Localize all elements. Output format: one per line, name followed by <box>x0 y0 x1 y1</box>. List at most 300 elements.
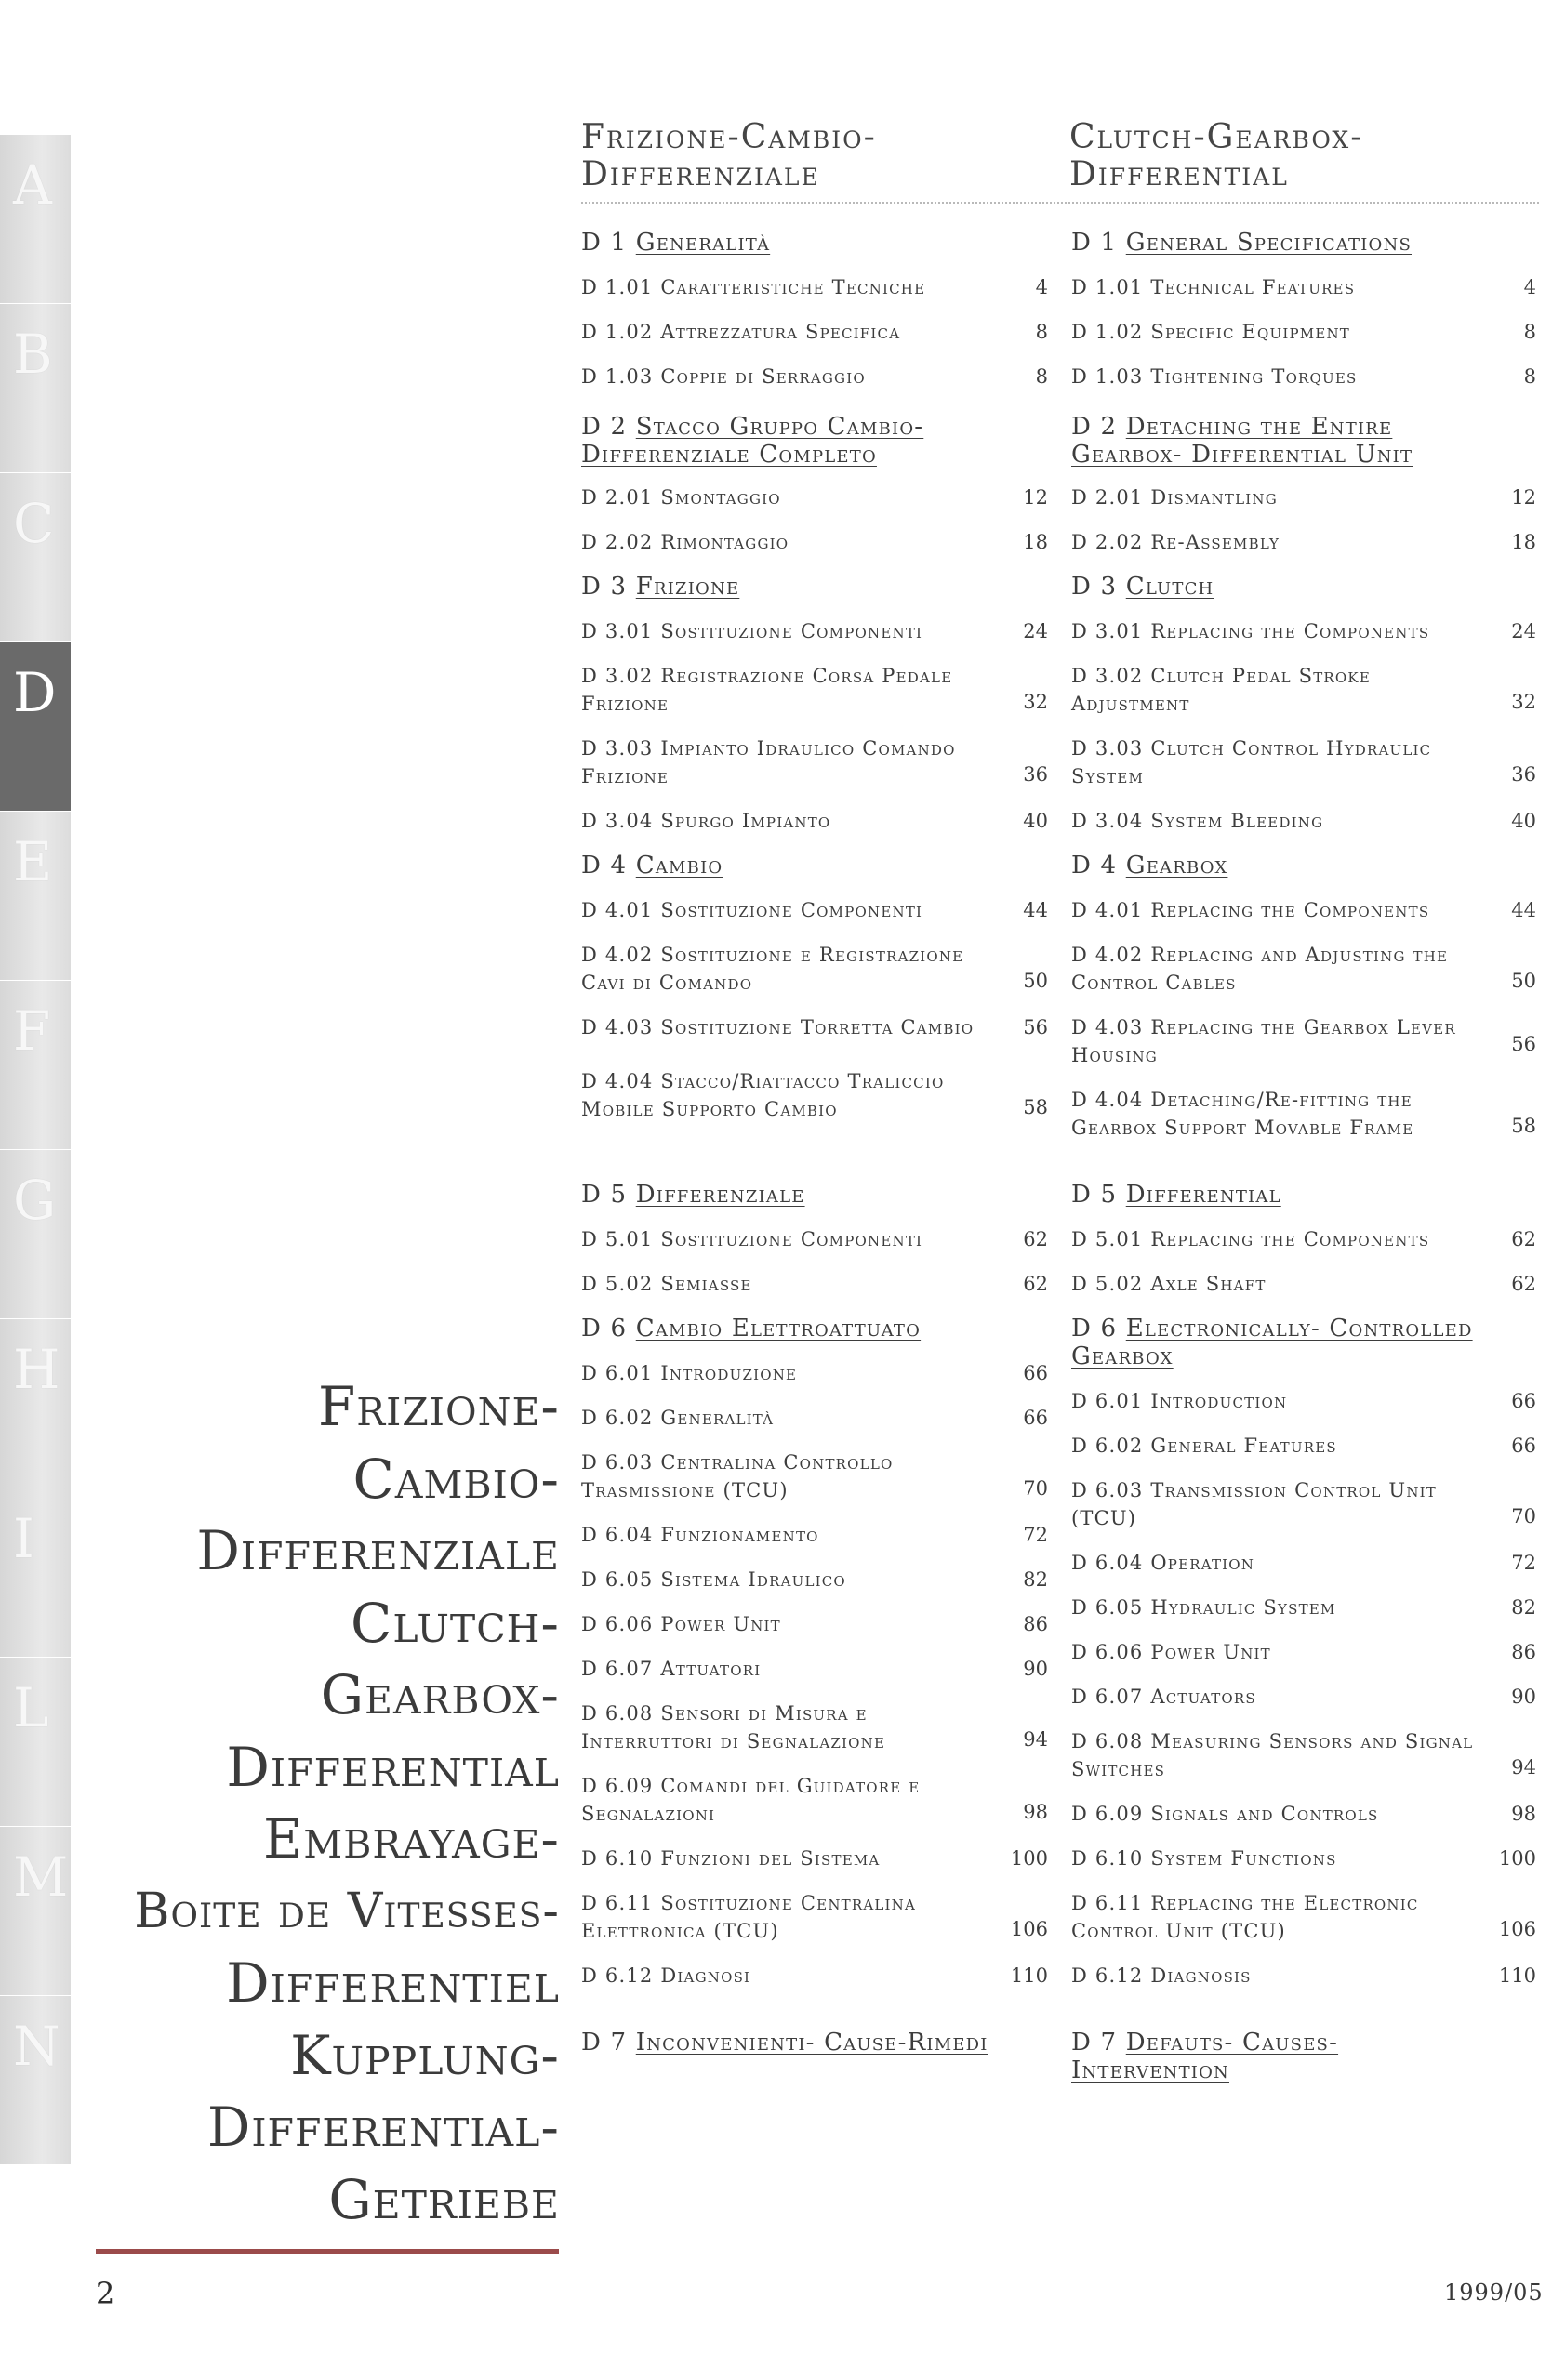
toc-page-number: 40 <box>1511 810 1536 832</box>
toc-page-number: 18 <box>1511 531 1536 553</box>
toc-entry-text <box>581 1889 996 1945</box>
toc-entry-code: D 6.03 <box>1071 1479 1144 1501</box>
toc-entry[interactable] <box>581 1067 1048 1123</box>
toc-entry-title: Replacing the Electronic Control Unit (TCU) <box>1071 1892 1419 1942</box>
toc-entry-code: D 2.02 <box>1071 531 1144 553</box>
section-tab-l[interactable] <box>0 1658 71 1829</box>
toc-page-number: 4 <box>1523 276 1536 298</box>
toc-page-number: 106 <box>1498 1918 1536 1940</box>
toc-entry-title: Cambio <box>635 852 723 879</box>
toc-entry-code: D 4.01 <box>1071 899 1144 921</box>
toc-entry-title: Differenziale <box>635 1181 805 1209</box>
toc-entry[interactable] <box>1071 1844 1536 1872</box>
toc-section-heading[interactable] <box>1071 852 1536 879</box>
toc-page-number: 58 <box>1511 1115 1536 1137</box>
toc-entry-text <box>581 1844 996 1872</box>
toc-entry[interactable] <box>581 1359 1048 1387</box>
toc-entry-title: Introduction <box>1150 1390 1288 1412</box>
toc-entry[interactable] <box>581 1610 1048 1638</box>
toc-entry[interactable] <box>1071 734 1536 790</box>
toc-page-number: 8 <box>1035 365 1048 388</box>
toc-entry-text <box>1071 1315 1484 1370</box>
toc-entry-title: Actuators <box>1150 1686 1256 1708</box>
toc-entry[interactable] <box>581 1521 1048 1549</box>
toc-section-heading[interactable] <box>581 573 1048 601</box>
section-tab-letter: A <box>13 153 52 217</box>
toc-section-heading[interactable] <box>1071 229 1536 257</box>
toc-entry-text <box>581 1359 996 1387</box>
toc-entry-text <box>1071 1432 1484 1460</box>
toc-entry-title: Axle Shaft <box>1150 1273 1267 1295</box>
toc-entry-title: Sostituzione e Registrazione Cavi di Comando <box>581 944 964 994</box>
toc-entry-title: Funzionamento <box>660 1524 819 1546</box>
section-tab-b[interactable] <box>0 304 71 475</box>
toc-page-number: 82 <box>1023 1568 1048 1591</box>
toc-entry-text <box>581 483 996 511</box>
toc-page-number: 56 <box>1023 1016 1048 1038</box>
toc-entry[interactable] <box>1071 1593 1536 1621</box>
toc-entry-code: D 1 <box>1071 229 1118 257</box>
toc-entry-code: D 2.02 <box>581 531 654 553</box>
toc-entry[interactable] <box>581 1844 1048 1872</box>
toc-page-number: 94 <box>1511 1756 1536 1778</box>
toc-entry[interactable] <box>1071 1086 1536 1142</box>
toc-entry-title: Smontaggio <box>660 486 781 509</box>
toc-entry-text <box>1071 941 1484 997</box>
toc-entry-title: Frizione <box>635 573 740 601</box>
toc-entry-text <box>1071 1844 1484 1872</box>
toc-entry-title: Specific Equipment <box>1150 321 1351 343</box>
toc-entry[interactable] <box>581 1225 1048 1253</box>
toc-page-number: 82 <box>1511 1596 1536 1619</box>
toc-entry-code: D 6.08 <box>581 1702 654 1725</box>
toc-entry[interactable] <box>1071 1432 1536 1460</box>
toc-entry-text <box>581 1962 996 1990</box>
toc-page-number: 58 <box>1023 1096 1048 1118</box>
toc-entry-text <box>1071 1387 1484 1415</box>
chapter-title-line: Boite de Vitesses- <box>134 1883 560 1939</box>
toc-entry-code: D 6.05 <box>1071 1596 1144 1619</box>
toc-entry[interactable] <box>1071 483 1536 511</box>
toc-page-number: 44 <box>1023 899 1048 921</box>
toc-entry[interactable] <box>1071 662 1536 718</box>
toc-entry-text <box>581 1610 996 1638</box>
toc-entry-title: Replacing the Components <box>1150 620 1430 642</box>
toc-entry-text <box>1071 896 1484 924</box>
toc-entry-code: D 6.08 <box>1071 1730 1144 1752</box>
toc-entry-text <box>581 2029 996 2056</box>
toc-entry-code: D 2 <box>581 413 628 441</box>
toc-entry-code: D 5.02 <box>1071 1273 1144 1295</box>
chapter-title-line: Frizione- <box>317 1375 560 1438</box>
toc-entry-text <box>1071 1962 1484 1990</box>
toc-entry[interactable] <box>581 1655 1048 1683</box>
toc-entry-text <box>581 617 996 645</box>
toc-entry-text <box>1071 2029 1484 2084</box>
toc-entry-code: D 3.04 <box>581 810 654 832</box>
chapter-title-line: Getriebe <box>328 2167 560 2231</box>
toc-entry-title: Clutch Pedal Stroke Adjustment <box>1071 665 1371 715</box>
toc-entry-title: Dismantling <box>1150 486 1278 509</box>
toc-page-number: 70 <box>1023 1477 1048 1500</box>
toc-page-number: 50 <box>1511 970 1536 992</box>
toc-page-number: 62 <box>1511 1273 1536 1295</box>
toc-page-number: 4 <box>1035 276 1048 298</box>
toc-page-number: 36 <box>1511 763 1536 786</box>
toc-entry-text <box>1071 528 1484 556</box>
toc-entry[interactable] <box>1071 1225 1536 1253</box>
toc-entry[interactable] <box>1071 1638 1536 1666</box>
toc-entry-text <box>581 1655 996 1683</box>
toc-entry-text <box>581 229 996 257</box>
toc-entry-title: Hydraulic System <box>1150 1596 1336 1619</box>
section-tab-letter: L <box>13 1676 49 1739</box>
toc-entry[interactable] <box>581 734 1048 790</box>
toc-entry-title: Diagnosi <box>660 1964 751 1987</box>
toc-entry-text <box>581 1521 996 1549</box>
toc-entry-title: System Bleeding <box>1150 810 1324 832</box>
toc-entry-code: D 3.04 <box>1071 810 1144 832</box>
toc-entry-title: Clutch <box>1125 573 1214 601</box>
toc-entry-title: Impianto Idraulico Comando Frizione <box>581 737 956 787</box>
toc-entry-title: Caratteristiche Tecniche <box>660 276 926 298</box>
section-tab-c[interactable] <box>0 473 71 644</box>
section-tab-letter: I <box>13 1507 34 1570</box>
toc-entry-title: Sostituzione Componenti <box>660 899 923 921</box>
toc-entry-title: Operation <box>1150 1552 1255 1574</box>
toc-section-heading[interactable] <box>581 229 1048 257</box>
toc-entry-text <box>581 734 996 790</box>
toc-entry-code: D 6.02 <box>581 1407 654 1429</box>
section-tabs <box>0 135 73 2254</box>
multilingual-chapter-title <box>74 1371 560 2236</box>
toc-entry[interactable] <box>581 1772 1048 1828</box>
chapter-title-line: Differential <box>226 1735 560 1799</box>
toc-entry[interactable] <box>1071 363 1536 390</box>
toc-entry-title: Replacing the Components <box>1150 1228 1430 1250</box>
toc-entry-code: D 6.06 <box>581 1613 654 1635</box>
toc-entry-text <box>581 852 996 879</box>
toc-page-number: 94 <box>1023 1728 1048 1751</box>
toc-entry-title: Generalità <box>660 1407 775 1429</box>
toc-entry-code: D 6.04 <box>581 1524 654 1546</box>
section-tab-d[interactable] <box>0 642 71 813</box>
toc-entry[interactable] <box>1071 1476 1536 1532</box>
toc-page-number: 66 <box>1511 1435 1536 1457</box>
toc-entry-code: D 6.10 <box>581 1847 654 1870</box>
toc-entry[interactable] <box>581 807 1048 835</box>
toc-entry[interactable] <box>1071 1387 1536 1415</box>
toc-entry-text <box>1071 1638 1484 1666</box>
toc-page-number: 32 <box>1511 691 1536 713</box>
toc-entry-code: D 6.03 <box>581 1451 654 1474</box>
section-tab-letter: C <box>13 492 55 555</box>
italian-title-line: Frizione-Cambio- <box>581 118 877 156</box>
toc-entry-code: D 4.03 <box>1071 1016 1144 1038</box>
toc-entry[interactable] <box>581 662 1048 718</box>
section-tab-letter: H <box>13 1338 60 1401</box>
toc-entry[interactable] <box>1071 1800 1536 1828</box>
toc-page-number: 106 <box>1010 1918 1048 1940</box>
toc-entry-text <box>581 896 996 924</box>
toc-entry-code: D 1.01 <box>581 276 654 298</box>
section-tab-f[interactable] <box>0 981 71 1152</box>
toc-entry-code: D 3 <box>581 573 628 601</box>
toc-entry[interactable] <box>581 1404 1048 1432</box>
toc-entry[interactable] <box>581 617 1048 645</box>
toc-entry[interactable] <box>1071 1549 1536 1577</box>
toc-page-number: 50 <box>1023 970 1048 992</box>
toc-entry[interactable] <box>1071 896 1536 924</box>
toc-entry-code: D 5.01 <box>1071 1228 1144 1250</box>
toc-section-heading[interactable] <box>1071 2029 1536 2084</box>
toc-entry-text <box>581 1404 996 1432</box>
toc-entry-title: General Specifications <box>1125 229 1412 257</box>
toc-entry-title: Transmission Control Unit (TCU) <box>1071 1479 1437 1529</box>
toc-entry-code: D 1 <box>581 229 628 257</box>
toc-entry-code: D 6.07 <box>581 1658 654 1680</box>
toc-entry-title: Defauts- Causes-Intervention <box>1071 2029 1339 2084</box>
toc-entry-title: General Features <box>1150 1435 1337 1457</box>
toc-entry[interactable] <box>1071 1962 1536 1990</box>
english-title-line: Differential <box>1069 155 1289 193</box>
toc-entry[interactable] <box>581 528 1048 556</box>
chapter-title-line: Clutch- <box>351 1591 560 1655</box>
toc-entry[interactable] <box>1071 528 1536 556</box>
toc-entry-title: Detaching/Re-fitting the Gearbox Support Movable Frame <box>1071 1089 1414 1139</box>
toc-entry[interactable] <box>581 1889 1048 1945</box>
section-tab-g[interactable] <box>0 1150 71 1321</box>
toc-section-heading[interactable] <box>581 2029 1048 2056</box>
section-tab-n[interactable] <box>0 1996 71 2167</box>
toc-entry-title: Funzioni del Sistema <box>660 1847 881 1870</box>
toc-section-heading[interactable] <box>1071 1315 1536 1370</box>
toc-entry[interactable] <box>581 1270 1048 1298</box>
toc-entry-title: Signals and Controls <box>1150 1803 1379 1825</box>
toc-entry-code: D 1.02 <box>1071 321 1144 343</box>
toc-entry-code: D 1.03 <box>581 365 654 388</box>
section-tab-m[interactable] <box>0 1827 71 1998</box>
toc-entry[interactable] <box>581 363 1048 390</box>
toc-entry-text <box>1071 1549 1484 1577</box>
toc-entry-code: D 4.02 <box>581 944 654 966</box>
toc-entry-text <box>581 1566 996 1593</box>
toc-entry[interactable] <box>1071 807 1536 835</box>
toc-page-number: 90 <box>1023 1658 1048 1680</box>
toc-entry-text <box>581 273 996 301</box>
toc-entry[interactable] <box>1071 1727 1536 1783</box>
chapter-title-line: Gearbox- <box>320 1663 560 1726</box>
toc-entry-code: D 1.03 <box>1071 365 1144 388</box>
toc-entry-text <box>1071 807 1484 835</box>
toc-entry-title: Sistema Idraulico <box>660 1568 846 1591</box>
toc-entry-text <box>1071 413 1484 469</box>
toc-section-heading[interactable] <box>1071 413 1536 469</box>
header-divider <box>581 202 1539 204</box>
toc-page-number: 100 <box>1498 1847 1536 1870</box>
toc-entry[interactable] <box>1071 1683 1536 1711</box>
toc-entry[interactable] <box>581 273 1048 301</box>
toc-entry-text <box>1071 617 1484 645</box>
toc-entry-title: Semiasse <box>660 1273 752 1295</box>
toc-entry-code: D 6.10 <box>1071 1847 1144 1870</box>
toc-section-heading[interactable] <box>581 413 1048 469</box>
toc-entry-title: Replacing the Gearbox Lever Housing <box>1071 1016 1456 1066</box>
toc-section-heading[interactable] <box>1071 1181 1536 1209</box>
toc-entry-code: D 4.01 <box>581 899 654 921</box>
toc-entry-text <box>581 573 996 601</box>
toc-entry-code: D 4.02 <box>1071 944 1144 966</box>
toc-entry-title: Attrezzatura Specifica <box>660 321 901 343</box>
edition-date: 1999/05 <box>1444 2280 1544 2306</box>
toc-entry-text <box>1071 363 1484 390</box>
toc-page-number: 72 <box>1511 1552 1536 1574</box>
toc-entry-text <box>1071 1225 1484 1253</box>
toc-section-heading[interactable] <box>581 852 1048 879</box>
toc-page-number: 66 <box>1023 1407 1048 1429</box>
toc-page-number: 62 <box>1023 1228 1048 1250</box>
toc-page-number: 70 <box>1511 1505 1536 1527</box>
toc-entry-title: Diagnosis <box>1150 1964 1252 1987</box>
chapter-title-line: Embrayage- <box>262 1807 560 1871</box>
toc-entry-text <box>581 1270 996 1298</box>
toc-entry-code: D 3.03 <box>1071 737 1144 760</box>
toc-entry[interactable] <box>581 941 1048 997</box>
toc-entry-title: Sensori di Misura e Interruttori di Segnalazione <box>581 1702 886 1752</box>
toc-entry-title: Replacing and Adjusting the Control Cables <box>1071 944 1449 994</box>
toc-page-number: 8 <box>1523 321 1536 343</box>
toc-entry-text <box>1071 1593 1484 1621</box>
section-tab-letter: B <box>13 323 53 386</box>
toc-entry[interactable] <box>1071 617 1536 645</box>
toc-page-number: 24 <box>1023 620 1048 642</box>
toc-page-number: 8 <box>1523 365 1536 388</box>
toc-entry-code: D 7 <box>1071 2029 1118 2056</box>
chapter-title-line: Differenziale <box>196 1519 560 1582</box>
toc-entry-code: D 6.01 <box>581 1362 654 1384</box>
toc-entry[interactable] <box>581 483 1048 511</box>
toc-entry-title: Gearbox <box>1125 852 1228 879</box>
toc-entry-code: D 5.01 <box>581 1228 654 1250</box>
toc-entry-code: D 4.04 <box>1071 1089 1144 1111</box>
toc-entry[interactable] <box>1071 941 1536 997</box>
toc-page-number: 8 <box>1035 321 1048 343</box>
toc-entry-text <box>581 528 996 556</box>
toc-entry-text <box>1071 483 1484 511</box>
toc-entry-text <box>581 318 996 346</box>
toc-entry[interactable] <box>581 1566 1048 1593</box>
toc-page-number: 110 <box>1498 1964 1536 1987</box>
title-red-rule <box>96 2249 559 2254</box>
toc-entry-title: Detaching the Entire Gearbox- Differential Unit <box>1071 413 1413 469</box>
chapter-title-line: Cambio- <box>352 1447 560 1511</box>
toc-entry-title: Registrazione Corsa Pedale Frizione <box>581 665 953 715</box>
toc-entry-title: Clutch Control Hydraulic System <box>1071 737 1432 787</box>
toc-entry-code: D 6.07 <box>1071 1686 1144 1708</box>
section-tab-letter: M <box>13 1845 69 1909</box>
toc-entry-code: D 4.03 <box>581 1016 654 1038</box>
toc-page-number: 36 <box>1023 763 1048 786</box>
toc-entry-title: Rimontaggio <box>660 531 789 553</box>
toc-entry-title: Stacco/Riattacco Traliccio Mobile Supporto Cambio <box>581 1070 945 1120</box>
toc-entry-code: D 6.11 <box>581 1892 654 1914</box>
toc-entry-code: D 6.12 <box>1071 1964 1144 1987</box>
toc-entry[interactable] <box>1071 1270 1536 1298</box>
toc-entry-title: Tightening Torques <box>1150 365 1358 388</box>
toc-page-number: 62 <box>1511 1228 1536 1250</box>
toc-entry-text <box>1071 852 1484 879</box>
toc-entry[interactable] <box>1071 273 1536 301</box>
toc-entry-text <box>581 941 996 997</box>
section-tab-letter: F <box>13 999 51 1063</box>
chapter-title-line: Differential- <box>206 2096 560 2159</box>
toc-entry-code: D 4 <box>581 852 628 879</box>
toc-entry-title: Attuatori <box>660 1658 762 1680</box>
toc-entry-code: D 6.12 <box>581 1964 654 1987</box>
toc-entry-title: Sostituzione Torretta Cambio <box>660 1016 975 1038</box>
section-tab-a[interactable] <box>0 135 71 306</box>
toc-page-number: 100 <box>1010 1847 1048 1870</box>
toc-entry-code: D 6.11 <box>1071 1892 1144 1914</box>
toc-page-number: 72 <box>1023 1524 1048 1546</box>
section-tab-e[interactable] <box>0 812 71 983</box>
toc-entry[interactable] <box>581 896 1048 924</box>
toc-entry[interactable] <box>581 1448 1048 1504</box>
toc-entry-text <box>1071 1181 1484 1209</box>
toc-entry-code: D 7 <box>581 2029 628 2056</box>
toc-entry[interactable] <box>581 318 1048 346</box>
toc-entry[interactable] <box>1071 318 1536 346</box>
toc-entry-code: D 6.02 <box>1071 1435 1144 1457</box>
toc-entry-text <box>581 662 996 718</box>
toc-entry-text <box>1071 1727 1484 1783</box>
toc-entry-code: D 2.01 <box>1071 486 1144 509</box>
toc-entry-text <box>581 1699 996 1755</box>
toc-section-heading[interactable] <box>1071 573 1536 601</box>
toc-page-number: 40 <box>1023 810 1048 832</box>
toc-page-number: 12 <box>1023 486 1048 509</box>
section-tab-h[interactable] <box>0 1319 71 1490</box>
toc-entry-title: Centralina Controllo Trasmissione (TCU) <box>581 1451 894 1501</box>
toc-page-number: 110 <box>1010 1964 1048 1987</box>
toc-entry[interactable] <box>581 1962 1048 1990</box>
toc-section-heading[interactable] <box>581 1181 1048 1209</box>
toc-section-heading[interactable] <box>581 1315 1048 1342</box>
toc-entry-code: D 4.04 <box>581 1070 654 1092</box>
toc-entry-text <box>1071 1086 1484 1142</box>
chapter-title-line: Differentiel <box>226 1951 560 2015</box>
toc-entry[interactable] <box>1071 1889 1536 1945</box>
italian-column-title <box>581 119 1018 193</box>
toc-entry-title: Sostituzione Componenti <box>660 620 923 642</box>
toc-entry-title: System Functions <box>1150 1847 1337 1870</box>
toc-entry[interactable] <box>581 1013 1048 1041</box>
toc-page-number: 86 <box>1023 1613 1048 1635</box>
section-tab-i[interactable] <box>0 1488 71 1659</box>
toc-entry-code: D 6.01 <box>1071 1390 1144 1412</box>
toc-entry[interactable] <box>581 1699 1048 1755</box>
toc-entry-text <box>1071 1013 1484 1069</box>
toc-entry-code: D 6 <box>581 1315 628 1342</box>
toc-entry-code: D 6 <box>1071 1315 1118 1342</box>
toc-entry[interactable] <box>1071 1013 1536 1069</box>
toc-entry-text <box>581 1013 996 1041</box>
toc-entry-code: D 3.02 <box>581 665 654 687</box>
toc-entry-text <box>581 1181 996 1209</box>
toc-entry-text <box>1071 734 1484 790</box>
toc-entry-title: Stacco Gruppo Cambio- Differenziale Completo <box>581 413 924 469</box>
toc-page-number: 18 <box>1023 531 1048 553</box>
